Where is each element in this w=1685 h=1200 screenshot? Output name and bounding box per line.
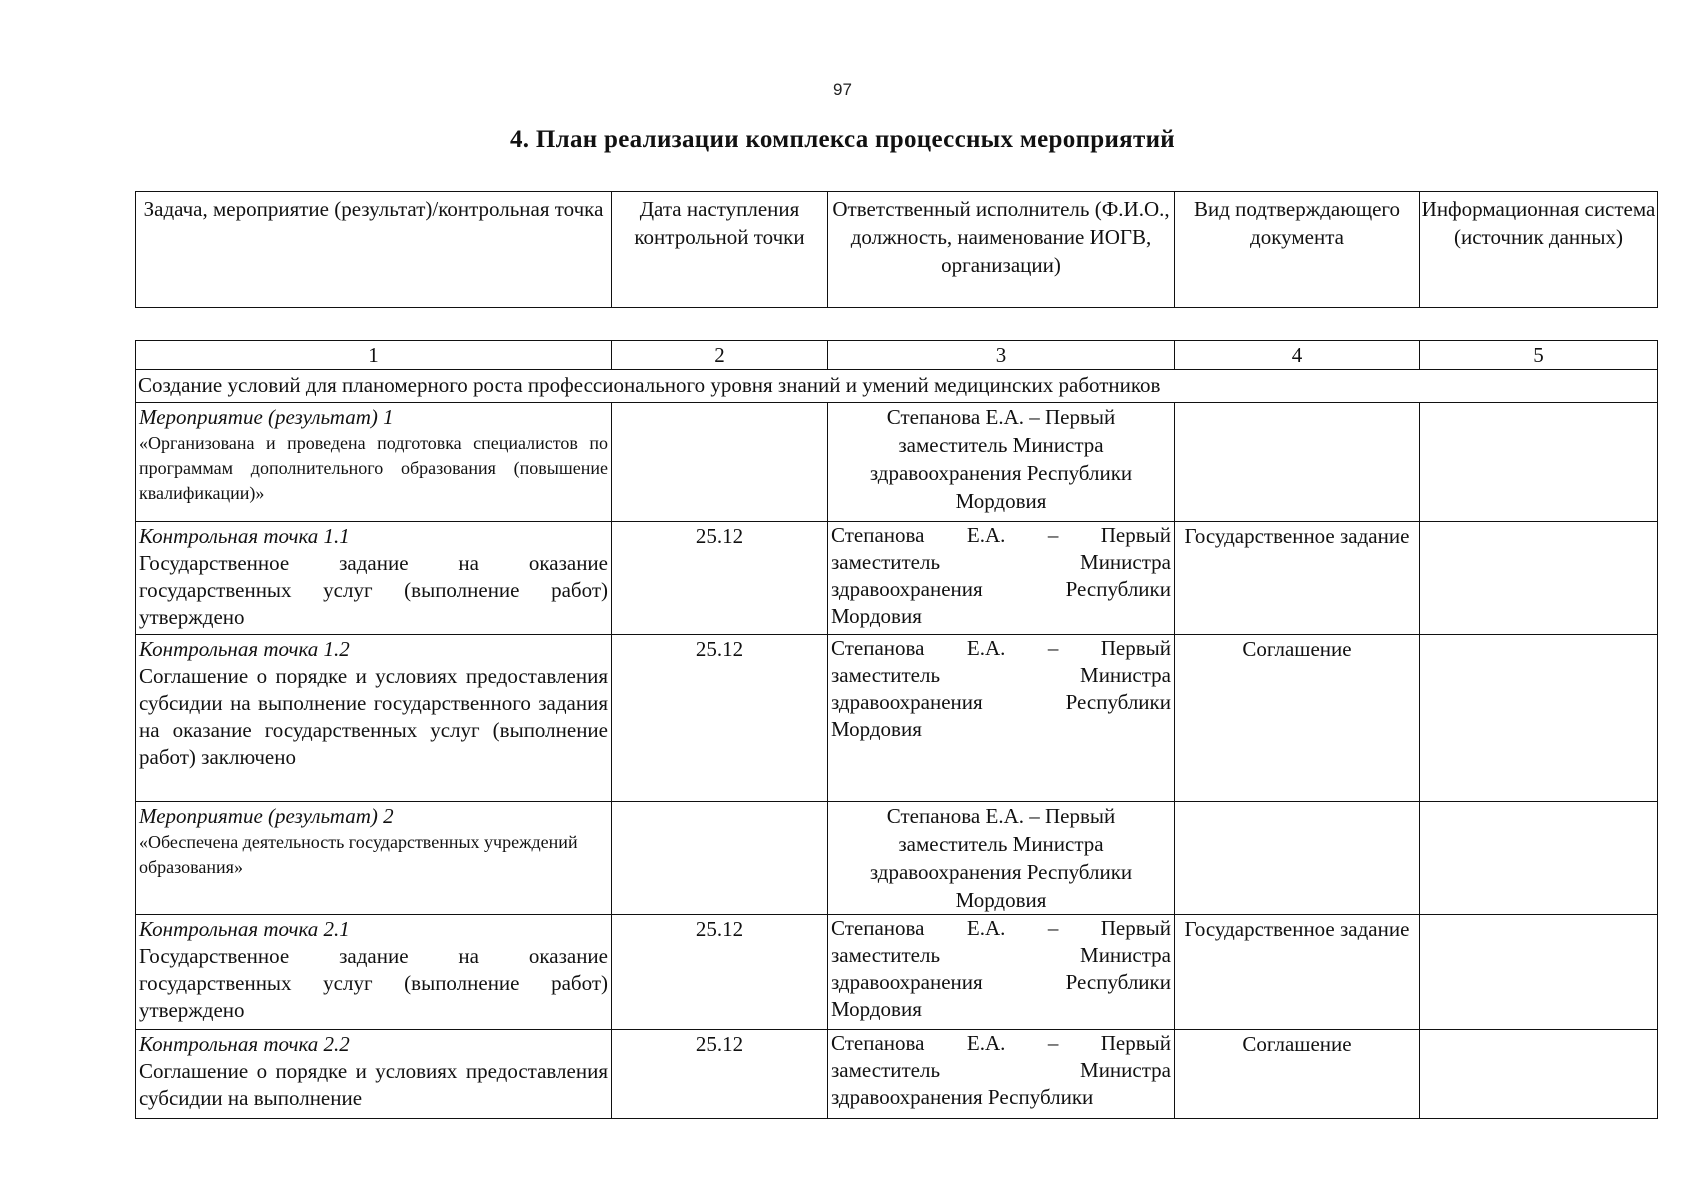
item-description: Соглашение о порядке и условиях предоставления субсидии на выполнение государственного задания на оказание государственных услуг (выполнение работ) заключено [139, 664, 608, 769]
plan-table [135, 340, 1658, 1119]
header-document: Вид подтверждающего документа [1175, 192, 1420, 308]
header-task: Задача, мероприятие (результат)/контрольная точка [136, 192, 612, 308]
date-cell [612, 403, 828, 522]
system-cell [1420, 802, 1658, 915]
column-number: 1 [136, 341, 612, 370]
document-cell [1175, 802, 1420, 915]
document-cell: Соглашение [1175, 1030, 1420, 1119]
item-title: Мероприятие (результат) 2 [139, 804, 394, 828]
header-row [136, 192, 1658, 308]
table-row [136, 403, 1658, 522]
system-cell [1420, 915, 1658, 1030]
item-description: Соглашение о порядке и условиях предоставления субсидии на выполнение [139, 1059, 608, 1110]
system-cell [1420, 403, 1658, 522]
header-date: Дата наступления контрольной точки [612, 192, 828, 308]
task-cell [136, 635, 612, 802]
table-row [136, 915, 1658, 1030]
date-cell: 25.12 [612, 915, 828, 1030]
table-row [136, 802, 1658, 915]
section-row [136, 370, 1658, 403]
item-description: «Организована и проведена подготовка специалистов по программам дополнительного образования (повышение квалификации)» [139, 433, 608, 503]
column-number-row [136, 341, 1658, 370]
item-description: Государственное задание на оказание государственных услуг (выполнение работ) утверждено [139, 944, 608, 1022]
task-cell [136, 1030, 612, 1119]
date-cell [612, 802, 828, 915]
page-number: 97 [833, 80, 852, 99]
executor-cell: Степанова Е.А. – Первый заместитель Министра здравоохранения Республики Мордовия [828, 802, 1175, 915]
system-cell [1420, 635, 1658, 802]
document-cell: Соглашение [1175, 635, 1420, 802]
table-row [136, 635, 1658, 802]
item-title: Контрольная точка 1.1 [139, 524, 350, 548]
date-cell: 25.12 [612, 1030, 828, 1119]
task-cell [136, 522, 612, 635]
column-number: 5 [1420, 341, 1658, 370]
executor-cell: Степанова Е.А. – Первый заместитель Министра здравоохранения Республики Мордовия [828, 635, 1175, 802]
date-cell: 25.12 [612, 522, 828, 635]
item-title: Контрольная точка 1.2 [139, 637, 350, 661]
column-number: 2 [612, 341, 828, 370]
task-cell [136, 915, 612, 1030]
executor-cell: Степанова Е.А. – Первый заместитель Министра здравоохранения Республики Мордовия [828, 915, 1175, 1030]
header-table [135, 191, 1658, 308]
column-number: 4 [1175, 341, 1420, 370]
system-cell [1420, 522, 1658, 635]
executor-cell: Степанова Е.А. – Первый заместитель Министра здравоохранения Республики Мордовия [828, 522, 1175, 635]
task-cell [136, 802, 612, 915]
document-cell [1175, 403, 1420, 522]
item-description: «Обеспечена деятельность государственных учреждений образования» [139, 832, 578, 877]
column-number: 3 [828, 341, 1175, 370]
executor-cell: Степанова Е.А. – Первый заместитель Министра здравоохранения Республики Мордовия [828, 403, 1175, 522]
document-title: 4. План реализации комплекса процессных мероприятий [509, 126, 1175, 153]
item-title: Контрольная точка 2.2 [139, 1032, 350, 1056]
section-title: Создание условий для планомерного роста профессионального уровня знаний и умений медицинских работников [136, 370, 1658, 403]
table-row [136, 522, 1658, 635]
item-title: Мероприятие (результат) 1 [139, 405, 394, 429]
item-title: Контрольная точка 2.1 [139, 917, 350, 941]
table-row [136, 1030, 1658, 1119]
header-executor: Ответственный исполнитель (Ф.И.О., должность, наименование ИОГВ, организации) [828, 192, 1175, 308]
task-cell [136, 403, 612, 522]
item-description: Государственное задание на оказание государственных услуг (выполнение работ) утверждено [139, 551, 608, 629]
document-cell: Государственное задание [1175, 522, 1420, 635]
system-cell [1420, 1030, 1658, 1119]
header-system: Информационная система (источник данных) [1420, 192, 1658, 308]
date-cell: 25.12 [612, 635, 828, 802]
executor-cell: Степанова Е.А. – Первый заместитель Министра здравоохранения Республики [828, 1030, 1175, 1119]
document-cell: Государственное задание [1175, 915, 1420, 1030]
